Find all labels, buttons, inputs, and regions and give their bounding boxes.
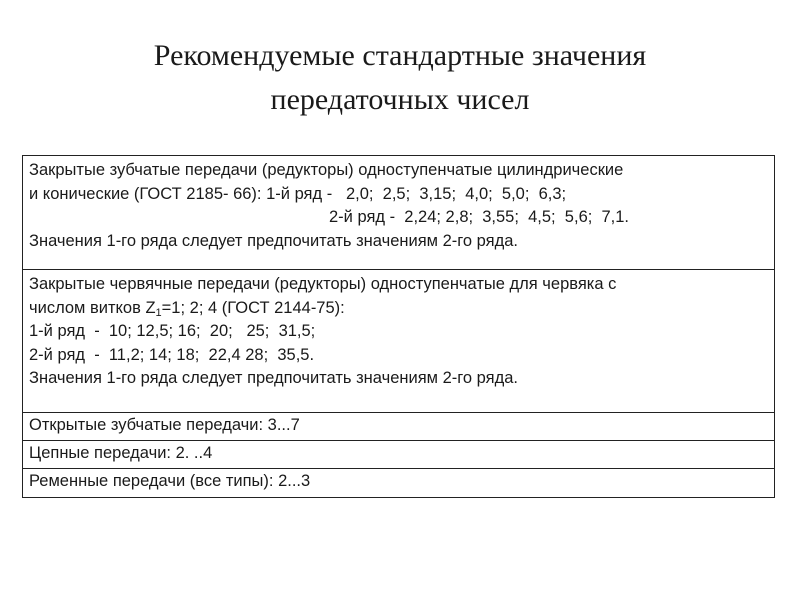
closed-worm-line-2-suffix: =1; 2; 4 (ГОСТ 2144-75): [161, 298, 345, 317]
closed-gear-line-4: Значения 1-го ряда следует предпочитать значениям 2-го ряда. [29, 231, 518, 250]
table-row-closed-gear [23, 156, 774, 270]
slide-title-line-2: передаточных чисел [270, 83, 530, 116]
table-row-closed-worm [23, 270, 774, 413]
closed-gear-line-1: Закрытые зубчатые передачи (редукторы) одноступенчатые цилиндрические [29, 161, 624, 179]
closed-worm-line-2-sub: 1 [155, 306, 162, 319]
chain-text: Цепные передачи: 2. ..4 [29, 444, 213, 462]
slide-title [0, 34, 800, 122]
belt-text: Ременные передачи (все типы): 2...3 [29, 472, 311, 490]
closed-gear-line-2: и конические (ГОСТ 2185- 66): 1-й ряд - 2,0; 2,5; 3,15; 4,0; 5,0; 6,3; [29, 184, 567, 203]
open-gear-text: Открытые зубчатые передачи: 3...7 [29, 416, 300, 434]
table-row-open-gear [23, 413, 774, 441]
closed-worm-line-3: 1-й ряд - 10; 12,5; 16; 20; 25; 31,5; [29, 322, 316, 340]
closed-worm-line-1: Закрытые червячные передачи (редукторы) одноступенчатые для червяка с [29, 275, 617, 293]
closed-worm-line-2-prefix: числом витков Z [29, 298, 156, 317]
closed-worm-line-5: Значения 1-го ряда следует предпочитать значениям 2-го ряда. [29, 369, 518, 387]
closed-worm-line-2 [29, 297, 768, 321]
closed-worm-line-4: 2-й ряд - 11,2; 14; 18; 22,4 28; 35,5. [29, 345, 315, 364]
closed-gear-line-3: 2-й ряд - 2,24; 2,8; 3,55; 4,5; 5,6; 7,1. [329, 208, 630, 226]
slide-title-line-1: Рекомендуемые стандартные значения [153, 39, 647, 72]
table-row-chain [23, 441, 774, 469]
ratios-table [22, 155, 775, 498]
table-row-belt [23, 469, 774, 497]
